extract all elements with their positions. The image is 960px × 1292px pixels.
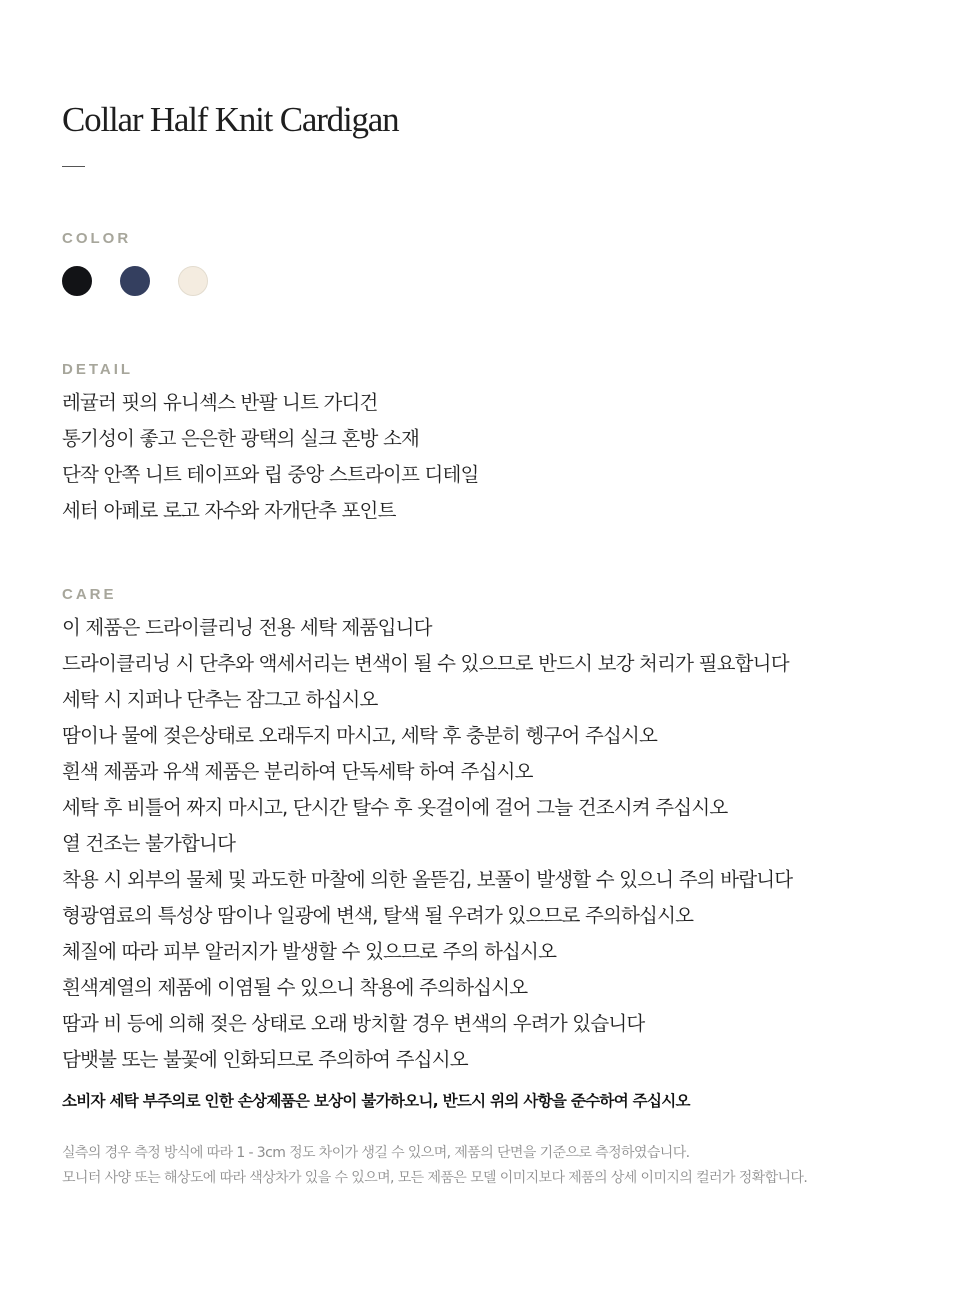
care-item: 체질에 따라 피부 알러지가 발생할 수 있으므로 주의 하십시오: [62, 940, 557, 963]
color-section-label: COLOR: [62, 230, 132, 247]
care-list: [62, 610, 792, 1078]
care-warning: 소비자 세탁 부주의로 인한 손상제품은 보상이 불가하오니, 반드시 위의 사항을 준수하여 주십시오: [62, 1092, 690, 1110]
care-item: 세탁 시 지퍼나 단추는 잠그고 하십시오: [62, 688, 378, 711]
care-item: 이 제품은 드라이클리닝 전용 세탁 제품입니다: [62, 616, 432, 639]
care-section-label: CARE: [62, 586, 117, 603]
care-item: 흰색 제품과 유색 제품은 분리하여 단독세탁 하여 주십시오: [62, 760, 533, 783]
care-item: 열 건조는 불가합니다: [62, 832, 236, 855]
detail-item: 레귤러 핏의 유니섹스 반팔 니트 가디건: [62, 391, 378, 414]
measurement-notes: [62, 1141, 807, 1191]
care-item: 담뱃불 또는 불꽃에 인화되므로 주의하여 주십시오: [62, 1048, 468, 1071]
care-item: 세탁 후 비틀어 짜지 마시고, 단시간 탈수 후 옷걸이에 걸어 그늘 건조시켜 주십시오: [62, 796, 728, 819]
care-item: 흰색계열의 제품에 이염될 수 있으니 착용에 주의하십시오: [62, 976, 528, 999]
detail-item: 통기성이 좋고 은은한 광택의 실크 혼방 소재: [62, 427, 420, 450]
detail-item: 세터 아페로 로고 자수와 자개단추 포인트: [62, 499, 396, 522]
note-monitor-color: 모니터 사양 또는 해상도에 따라 색상차가 있을 수 있으며, 모든 제품은 모델 이미지보다 제품의 상세 이미지의 컬러가 정확합니다.: [62, 1170, 808, 1186]
color-swatch-ivory[interactable]: [178, 266, 208, 296]
color-swatch-black[interactable]: [62, 266, 92, 296]
care-item: 땀이나 물에 젖은상태로 오래두지 마시고, 세탁 후 충분히 헹구어 주십시오: [62, 724, 658, 747]
detail-section-label: DETAIL: [62, 361, 134, 378]
title-divider: [62, 166, 85, 167]
color-swatch-navy[interactable]: [120, 266, 150, 296]
product-title: Collar Half Knit Cardigan: [62, 100, 399, 139]
detail-item: 단작 안쪽 니트 테이프와 립 중앙 스트라이프 디테일: [62, 463, 479, 486]
care-item: 땀과 비 등에 의해 젖은 상태로 오래 방치할 경우 변색의 우려가 있습니다: [62, 1012, 645, 1035]
care-item: 드라이클리닝 시 단추와 액세서리는 변색이 될 수 있으므로 반드시 보강 처리가 필요합니다: [62, 652, 789, 675]
detail-list: [62, 385, 479, 529]
note-measurement: 실측의 경우 측정 방식에 따라 1 - 3cm 정도 차이가 생길 수 있으며, 제품의 단면을 기준으로 측정하였습니다.: [62, 1145, 690, 1161]
color-swatches: [62, 266, 208, 296]
care-item: 착용 시 외부의 물체 및 과도한 마찰에 의한 올뜯김, 보풀이 발생할 수 있으니 주의 바랍니다: [62, 868, 793, 891]
care-item: 형광염료의 특성상 땀이나 일광에 변색, 탈색 될 우려가 있으므로 주의하십시오: [62, 904, 694, 927]
